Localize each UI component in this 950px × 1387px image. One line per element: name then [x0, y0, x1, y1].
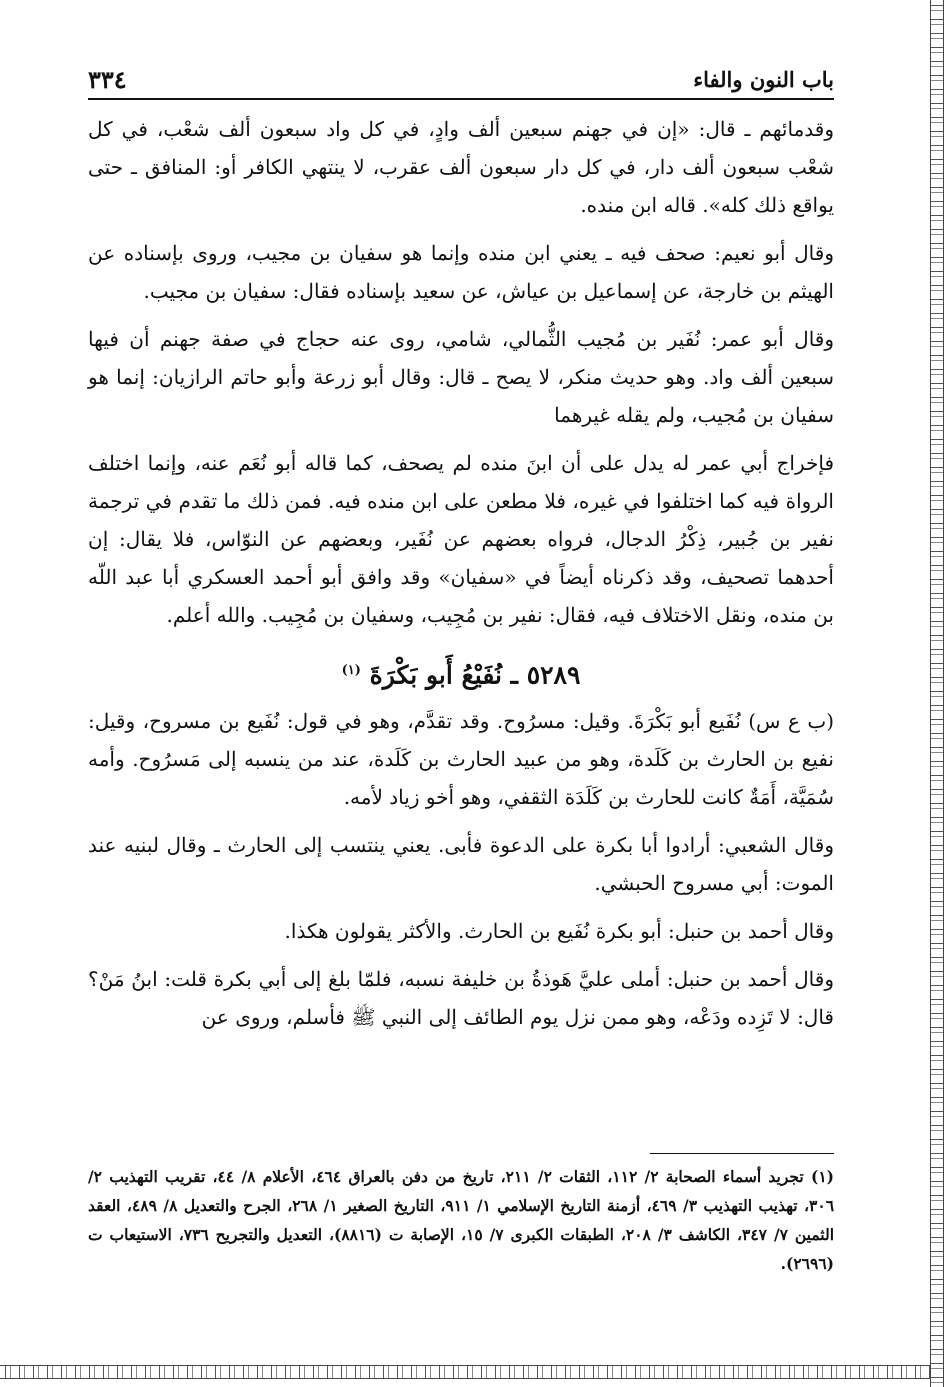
paragraph-3: وقال أبو عمر: نُفَير بن مُجيب الثُّمالي، شامي، روى عنه حجاج في صفة جهنم أن فيها سبعين ألف واد. وهو حديث منكر، لا يصح ـ قال: وقال أبو زرعة وأبو حاتم الرازيان: إنما هو سفيان بن مُجيب، ولم يقله غيرهما: [88, 327, 835, 427]
paragraph-8: وقال أحمد بن حنبل: أملى عليَّ هَوذةُ بن خليفة نسبه، فلمّا بلغ إلى أبي بكرة قلت: ابنُ مَنْ؟ قال: لا تَزِده ودَعْه، وهو ممن نزل يوم الطائف إلى النبي ﷺ فأسلم، وروى عن: [88, 967, 834, 1030]
entry-separator: ـ: [501, 660, 518, 690]
footnote-marker: (١): [341, 663, 361, 678]
entry-title: نُفَيْعُ أَبو بَكْرَةَ: [369, 660, 502, 690]
footnote-divider: [650, 1153, 834, 1154]
main-text: [88, 110, 834, 1046]
entry-number: ٥٢٨٩: [526, 660, 581, 690]
footnote: (١) تجريد أسماء الصحابة ٢/ ١١٢، الثقات ٢/ ٢١١، تاريخ من دفن بالعراق ٤٦٤، الأعلام ٨/ ٤٤، تقريب التهذيب ٢/ ٣٠٦، تهذيب التهذيب ٣/ ٤٦٩، أزمنة التاريخ الإسلامي ١/ ٩١١، التاريخ الصغير ١/ ٢٦٨، الجرح والتعديل ٨/ ٤٨٩، العقد الثمين ٧/ ٣٤٧، الكاشف ٣/ ٢٠٨، الطبقات الكبرى ٧/ ١٥، الإصابة ت (٨٨١٦)، التعديل والتجريح ٧٣٦، الاستيعاب ت (٢٦٩٦).: [88, 1167, 835, 1273]
entry-heading: [88, 652, 834, 694]
paragraph-2: وقال أبو نعيم: صحف فيه ـ يعني ابن منده وإنما هو سفيان بن مجيب، وروى بإسناده عن الهيثم بن خارجة، عن إسماعيل بن عياش، عن سعيد بإسناده فقال: سفيان بن مجيب.: [88, 241, 834, 303]
decorative-border-bottom: [0, 1365, 930, 1379]
paragraph-6: وقال الشعبي: أرادوا أبا بكرة على الدعوة فأبى. يعني ينتسب إلى الحارث ـ وقال لبنيه عند الموت: أبي مسروح الحبشي.: [88, 833, 834, 896]
page-header: [88, 58, 834, 100]
paragraph-1: وقدمائهم ـ قال: «إن في جهنم سبعين ألف وادٍ، في كل واد سبعون ألف شعْب، في كل شعْب سبعون ألف دار، في كل دار سبعون ألف عقرب، لا ينتهي الكافر أو: المنافق ـ حتى يواقع ذلك كله». قاله ابن منده.: [88, 117, 834, 217]
page-number: ٣٣٤: [88, 65, 127, 94]
decorative-border-right: [930, 0, 944, 1387]
running-title: باب النون والفاء: [693, 67, 834, 92]
paragraph-4: فإخراج أبي عمر له يدل على أن ابنَ منده لم يصحف، كما قاله أبو نُعَم عنه، وإنما اختلف الرواة فيه كما اختلفوا في غيره، فلا مطعن على ابن منده فيه. فمن ذلك ما تقدم في ترجمة نفير بن جُبير، ذِكْرُ الدجال، فرواه بعضهم عن نُفَير، وبعضهم عن النوّاس، فلا يقال: إن أحدهما تصحيف، وقد ذكرناه أيضاً في «سفيان» وقد وافق أبو أحمد العسكري أبا عبد اللّه بن منده، ونقل الاختلاف فيه، فقال: نفير بن مُجِيب، وسفيان بن مُجِيب. والله أعلم.: [88, 451, 834, 627]
paragraph-5: (ب ع س) نُفَيع أبو بَكْرَةَ. وقيل: مسرُوح. وقد تقدَّم، وهو في قول: نُفَيع بن مسروح، وقيل: نفيع بن الحارث بن كَلَدة، وهو من عبيد الحارث بن كَلَدة، عند من ينسبه إلى مَسرُوح. وأمه سُمَيَّة، أَمَةٌ كانت للحارث بن كَلَدَة الثقفي، وهو أخو زياد لأمه.: [88, 709, 834, 810]
paragraph-7: وقال أحمد بن حنبل: أبو بكرة نُفَيع بن الحارث. والأكثر يقولون هكذا.: [284, 919, 834, 944]
